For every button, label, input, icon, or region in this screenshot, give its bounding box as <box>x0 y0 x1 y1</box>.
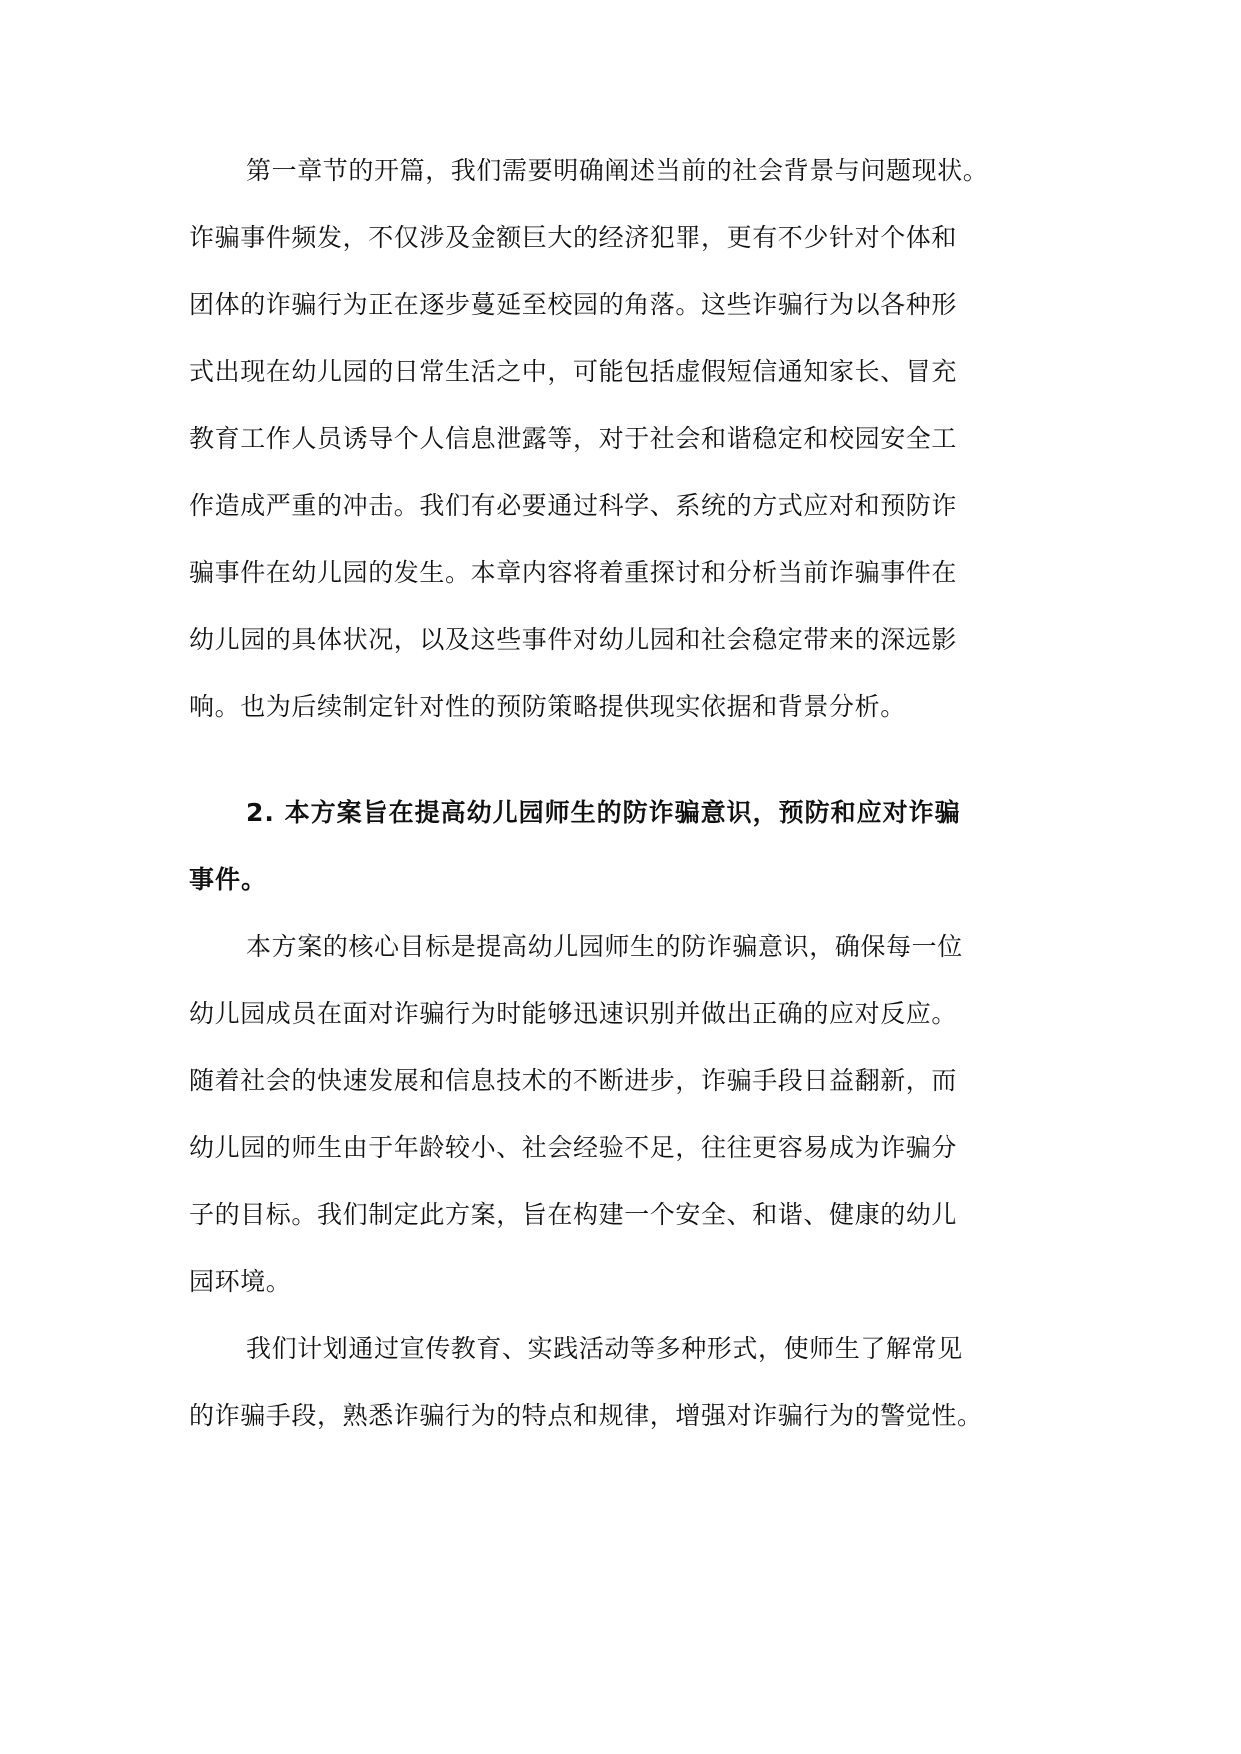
paragraph-1-line: 式出现在幼儿园的日常生活之中，可能包括虚假短信通知家长、冒充 <box>189 357 958 386</box>
paragraph-3-line: 我们计划通过宣传教育、实践活动等多种形式，使师生了解常见 <box>246 1334 963 1363</box>
paragraph-2-line: 园环境。 <box>189 1267 292 1296</box>
paragraph-2-line: 幼儿园的师生由于年龄较小、社会经验不足，往往更容易成为诈骗分 <box>189 1133 958 1162</box>
paragraph-1-line: 教育工作人员诱导个人信息泄露等，对于社会和谐稳定和校园安全工 <box>189 424 958 453</box>
paragraph-2-line: 随着社会的快速发展和信息技术的不断进步，诈骗手段日益翻新，而 <box>189 1066 958 1095</box>
paragraph-2-line: 幼儿园成员在面对诈骗行为时能够迅速识别并做出正确的应对反应。 <box>189 999 958 1028</box>
paragraph-2-line: 本方案的核心目标是提高幼儿园师生的防诈骗意识，确保每一位 <box>246 932 963 961</box>
paragraph-1-line: 作造成严重的冲击。我们有必要通过科学、系统的方式应对和预防诈 <box>189 491 958 520</box>
paragraph-1-line: 响。也为后续制定针对性的预防策略提供现实依据和背景分析。 <box>189 692 906 721</box>
section-heading-line: 2. 本方案旨在提高幼儿园师生的防诈骗意识，预防和应对诈骗 <box>246 798 961 827</box>
paragraph-1-line: 第一章节的开篇，我们需要明确阐述当前的社会背景与问题现状。 <box>246 156 989 185</box>
paragraph-1-line: 诈骗事件频发，不仅涉及金额巨大的经济犯罪，更有不少针对个体和 <box>189 223 958 252</box>
section-heading-line: 事件。 <box>189 865 268 894</box>
paragraph-1-line: 骗事件在幼儿园的发生。本章内容将着重探讨和分析当前诈骗事件在 <box>189 558 958 587</box>
paragraph-1-line: 团体的诈骗行为正在逐步蔓延至校园的角落。这些诈骗行为以各种形 <box>189 290 958 319</box>
paragraph-3-line: 的诈骗手段，熟悉诈骗行为的特点和规律，增强对诈骗行为的警觉性。 <box>189 1401 983 1430</box>
paragraph-2-line: 子的目标。我们制定此方案，旨在构建一个安全、和谐、健康的幼儿 <box>189 1200 958 1229</box>
paragraph-1-line: 幼儿园的具体状况，以及这些事件对幼儿园和社会稳定带来的深远影 <box>189 625 958 654</box>
